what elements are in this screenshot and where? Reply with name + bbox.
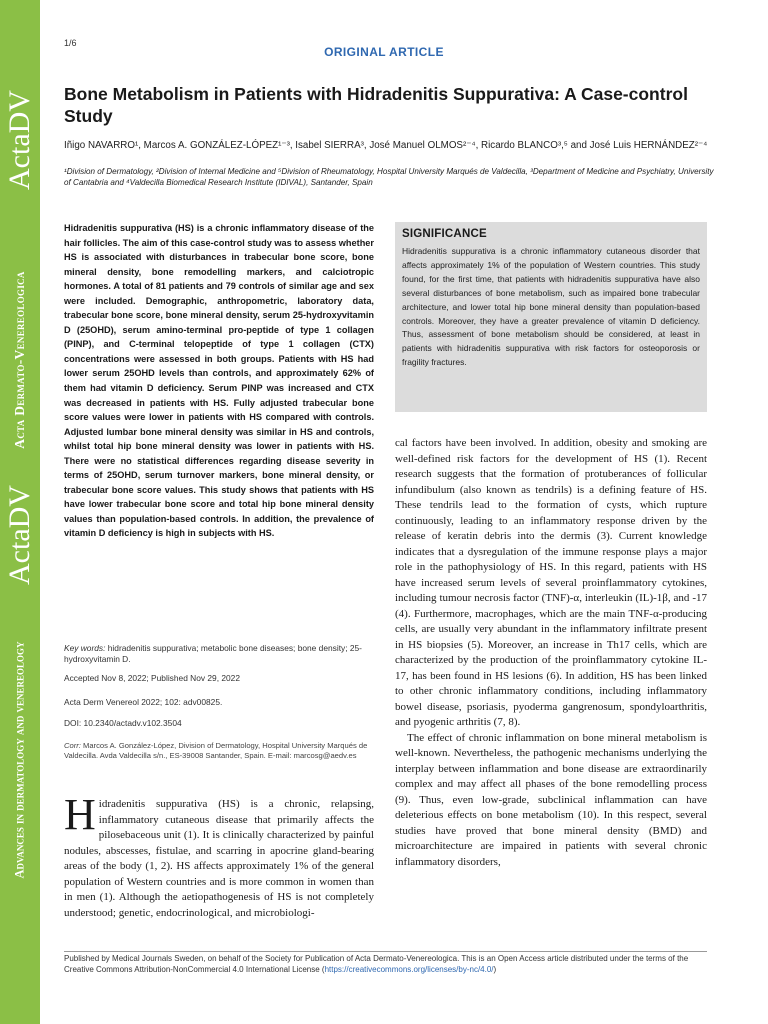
- drop-cap: H: [64, 790, 96, 839]
- page-number: 1/6: [64, 38, 77, 48]
- correspondence: [64, 741, 376, 761]
- footer-divider: [64, 951, 707, 952]
- affiliations: ¹Division of Dermatology, ²Division of Internal Medicine and ⁵Division of Rheumatology, Hospital University Marqués de Valdecilla, ³Department of Medicine and Psychiatry, University of Cantabria and ⁴Valdecilla Biomedical Research Institute (IDIVAL), Santander, Spain: [64, 167, 714, 187]
- corr-text: Marcos A. González-López, Division of Dermatology, Hospital University Marqués de Valdecilla. Avda Valdecilla s/n., ES-39008 Santander, Spain. E-mail: marcosg@aedv.es: [64, 741, 368, 760]
- keywords-label: Key words:: [64, 643, 106, 653]
- journal-logo-top: ActaDV: [3, 90, 36, 190]
- introduction-paragraph: idradenitis suppurativa (HS) is a chronic, relapsing, inflammatory cutaneous disease that primarily affects the pilosebaceous unit (1). It is clinically characterized by painful nodules, abscesses, fistulae, and scarring in apocrine gland-bearing areas of the body (1, 2). HS affects approximately 1% of the general population of Western countries and is more common in women than in men (1). Although the aetiopathogenesis of HS is not completely understood; genetic, endocrinological, and microbiologi-: [64, 798, 374, 919]
- keywords-text: hidradenitis suppurativa; metabolic bone diseases; bone density; 25-hydroxyvitamin D.: [64, 643, 362, 664]
- journal-name-vertical: Acta Dermato-Venereologica: [12, 271, 27, 449]
- significance-box: [395, 222, 707, 412]
- doi-link[interactable]: DOI: 10.2340/actadv.v102.3504: [64, 718, 182, 728]
- introduction-text: [64, 790, 374, 921]
- publication-dates: Accepted Nov 8, 2022; Published Nov 29, 2022: [64, 673, 240, 683]
- journal-tagline-vertical: Advances in dermatology and venereology: [12, 641, 27, 879]
- citation: Acta Derm Venereol 2022; 102: adv00825.: [64, 697, 223, 707]
- journal-sidebar: [0, 0, 40, 1024]
- license-text: Published by Medical Journals Sweden, on behalf of the Society for Publication of Acta Dermato-Venereologica. This is an Open Access article distributed under the terms of the Creative Commons Attribution-NonCommercial 4.0 International License (: [64, 954, 689, 974]
- abstract: Hidradenitis suppurativa (HS) is a chronic inflammatory disease of the hair follicles. The aim of this case-control study was to assess whether HS is associated with disturbances in trabecular bone score, bone mineral density, bone remodelling markers, and calciotropic hormones. A total of 81 patients and 79 controls of similar age and sex were included. Demographic, anthropometric, laboratory data, trabecular bone score, bone mineral density, serum 25-hydroxyvitamin D (25OHD), serum amino-terminal pro-peptide of type 1 collagen (PINP), and C-terminal telopeptide of type 1 collagen (CTX) concentrations were assessed in both groups. Patients with HS had lower serum 25OHD levels than controls, and approximately 62% of them had vitamin D deficiency. Serum PINP was increased and CTX was decreased in patients with HS. Fully adjusted trabecular bone score values were lower in patients with HS compared with controls. Adjusted lumbar bone mineral density was similar in HS and controls, whilst total hip bone mineral density was lower in patients with HS. There were no statistical differences regarding disease severity in terms of 25OHD, serum turnover markers, bone mineral density, or trabecular bone score values. This study shows that patients with HS have lower trabecular bone score and total hip bone mineral density values than population-based controls. In addition, the prevalence of vitamin D deficiency is high in subjects with HS.: [64, 223, 374, 539]
- corr-label: Corr:: [64, 741, 81, 750]
- author-list: Iñigo NAVARRO¹, Marcos A. GONZÁLEZ-LÓPEZ¹⁻³, Isabel SIERRA³, José Manuel OLMOS²⁻⁴, Ricardo BLANCO³,⁵ and José Luis HERNÁNDEZ²⁻⁴: [64, 140, 708, 151]
- significance-text: Hidradenitis suppurativa is a chronic inflammatory cutaneous disorder that affects approximately 1% of the population of Western countries. This study found, for the first time, that patients with hidradenitis suppurativa have also several disturbances of bone metabolism, such as impaired bone trabecular architecture, and lower total hip bone mineral density than population-based controls. Moreover, they have a greater prevalence of vitamin D deficiency. Thus, assessment of bone metabolism should be considered, at least in patients with hidradenitis suppurativa with risk factors for osteoporosis or fragility fractures.: [402, 246, 700, 368]
- journal-logo-middle: ActaDV: [3, 485, 36, 585]
- license-close: ): [493, 964, 497, 974]
- keywords: [64, 643, 376, 665]
- body-paragraph: cal factors have been involved. In addition, obesity and smoking are well-defined risk factors for the development of HS (1). Recent research suggests that the formation of protuberances of follicular infundibulum (also known as tendrils) is a defining feature of HS. These tendrils lead to the formation of cysts, which rupture continuously, leading to an inflammatory response driven by the release of keratin debris into the dermis (3). Current knowledge indicates that a dysregulation of the immune response plays a major role in the pathophysiology of HS. In this regard, patients with HS have increased serum levels of several proinflammatory cytokines, including tumour necrosis factor (TNF)-α, interleukin (IL)-1β, and -17 (4). Furthermore, macrophages, which are the main TNF-α-producing cells, are usually very abundant in the inflammatory infiltrate present in HS biopsies (5). Moreover, an increase in Th17 cells, which are characterized by the production of the proinflammatory cytokine IL-17, has been found in HS lesions (6). In addition, HS has been linked to other chronic inflammatory conditions, including inflammatory bowel disease, psoriasis, pyoderma gangrenosum, spondyloarthritis, and pyogenic arthritis (7, 8).: [395, 437, 707, 728]
- significance-heading: SIGNIFICANCE: [402, 228, 487, 240]
- body-paragraph: The effect of chronic inflammation on bone mineral metabolism is well-known. Nevertheless, the pathogenic mechanisms underlying the interplay between inflammation and bone disease are extraordinarily complex and may affect all phases of the bone remodelling process (9). Thus, even low-grade, subclinical inflammation can have deleterious effects on bone metabolism (10). In this respect, several studies have proved that bone mineral density (BMD) and microarchitecture are impaired in patients with several chronic inflammatory disorders,: [395, 731, 707, 868]
- article-type: ORIGINAL ARTICLE: [324, 45, 444, 59]
- article-title: Bone Metabolism in Patients with Hidradenitis Suppurativa: A Case-control Study: [64, 84, 688, 126]
- license-footer: [64, 954, 714, 975]
- body-text-right: [395, 436, 707, 870]
- license-link[interactable]: https://creativecommons.org/licenses/by-nc/4.0/: [324, 964, 494, 974]
